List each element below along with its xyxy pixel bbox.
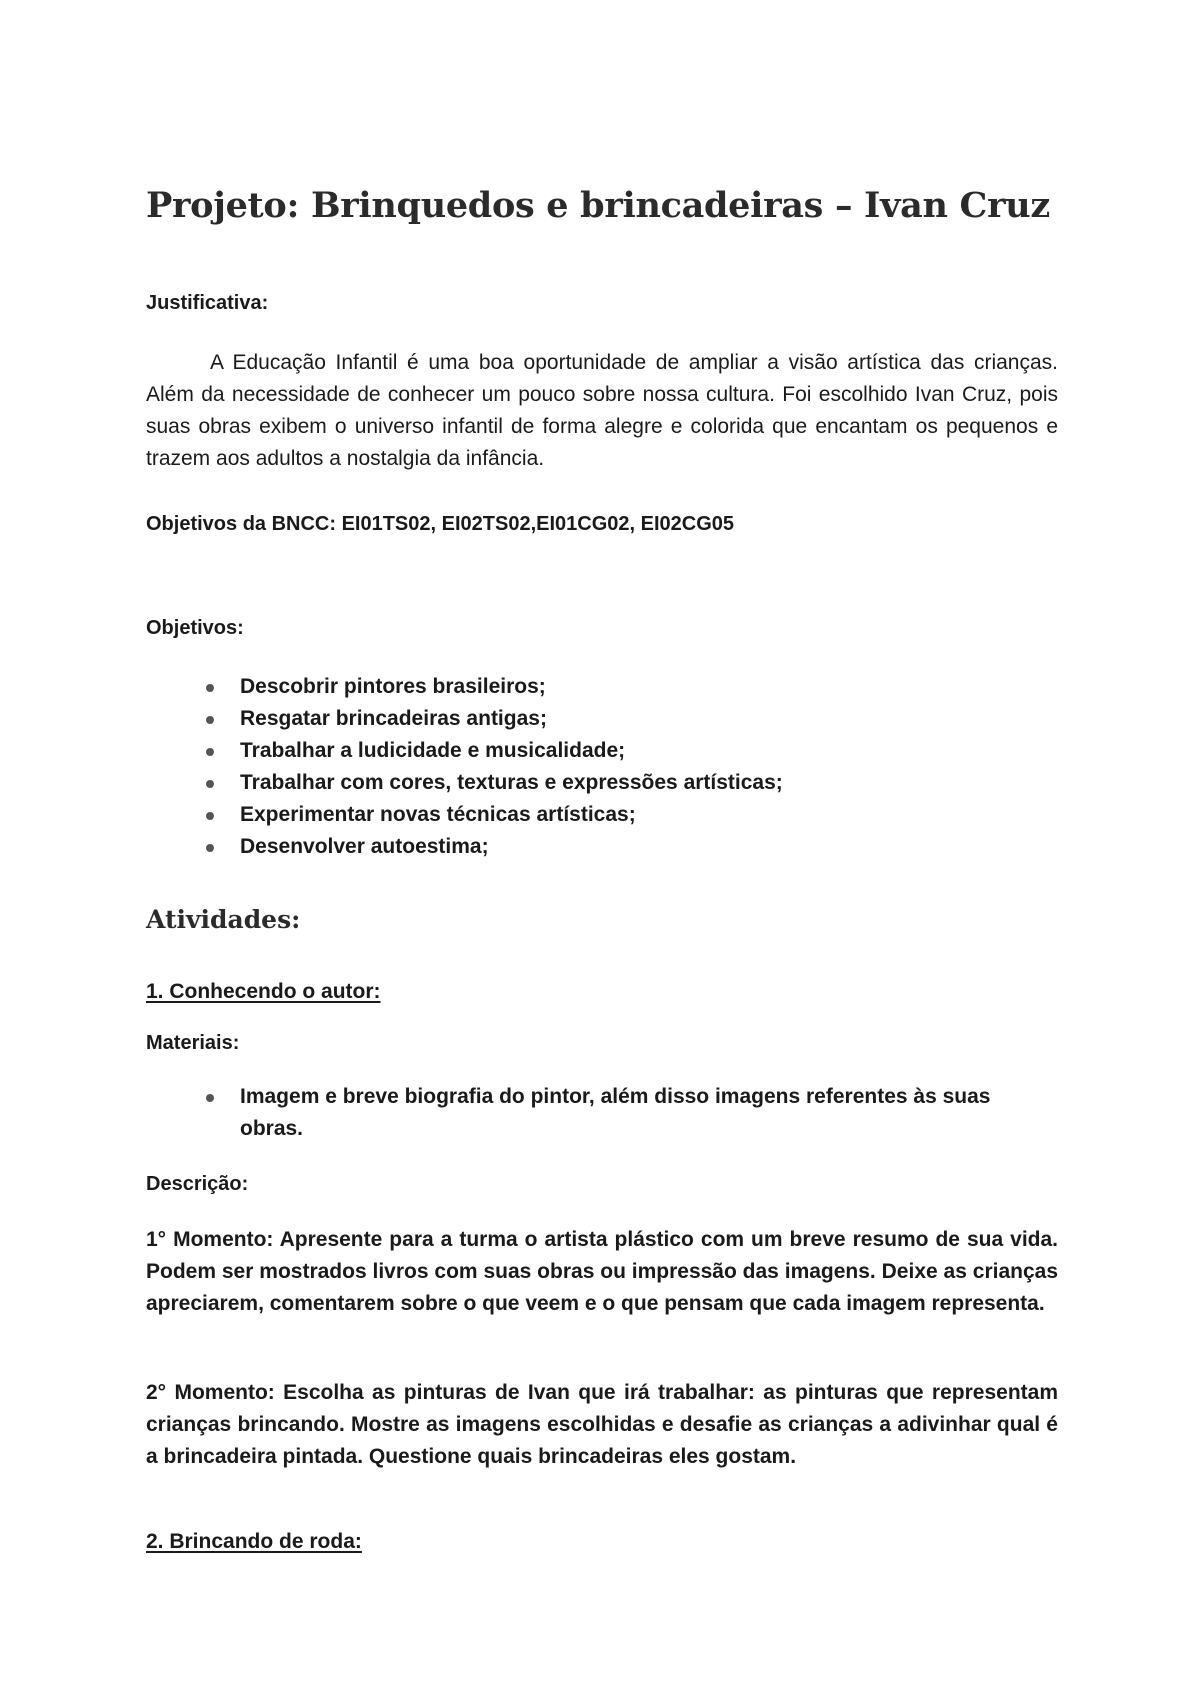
materiais-list xyxy=(146,1081,1058,1145)
atividades-heading: Atividades: xyxy=(146,905,301,934)
list-item: Resgatar brincadeiras antigas; xyxy=(146,703,1058,735)
justificativa-label: Justificativa: xyxy=(146,292,269,314)
list-item: Trabalhar a ludicidade e musicalidade; xyxy=(146,735,1058,767)
bullet-icon xyxy=(206,812,214,820)
bullet-icon xyxy=(206,748,214,756)
bullet-icon xyxy=(206,1094,214,1102)
momento-1-text: 1° Momento: Apresente para a turma o artista plástico com um breve resumo de sua vida. Podem ser mostrados livros com suas obras ou impressão das imagens. Deixe as crianças apreciarem, comentarem sobre o que veem e o que pensam que cada imagem representa. xyxy=(146,1228,1058,1315)
bullet-icon xyxy=(206,780,214,788)
descricao-label: Descrição: xyxy=(146,1173,249,1195)
momento-2-text: 2° Momento: Escolha as pinturas de Ivan que irá trabalhar: as pinturas que representam crianças brincando. Mostre as imagens escolhidas e desafie as crianças a adivinhar qual é a brincadeira pintada. Questione quais brincadeiras eles gostam. xyxy=(146,1381,1058,1468)
bncc-objectives: Objetivos da BNCC: EI01TS02, EI02TS02,EI01CG02, EI02CG05 xyxy=(146,513,735,535)
page-title: Projeto: Brinquedos e brincadeiras – Ivan Cruz xyxy=(146,185,1050,226)
bullet-icon xyxy=(206,716,214,724)
objetivos-label: Objetivos: xyxy=(146,617,244,639)
list-item: Imagem e breve biografia do pintor, além disso imagens referentes às suas obras. xyxy=(146,1081,1058,1145)
bullet-icon xyxy=(206,844,214,852)
list-item: Trabalhar com cores, texturas e expressões artísticas; xyxy=(146,767,1058,799)
list-item: Desenvolver autoestima; xyxy=(146,831,1058,863)
list-item: Descobrir pintores brasileiros; xyxy=(146,671,1058,703)
justificativa-text: A Educação Infantil é uma boa oportunidade de ampliar a visão artística das crianças. Além da necessidade de conhecer um pouco sobre nossa cultura. Foi escolhido Ivan Cruz, pois suas obras exibem o universo infantil de forma alegre e colorida que encantam os pequenos e trazem aos adultos a nostalgia da infância. xyxy=(146,351,1058,470)
activity-2-title: 2. Brincando de roda: xyxy=(146,1530,362,1553)
list-item: Experimentar novas técnicas artísticas; xyxy=(146,799,1058,831)
materiais-label: Materiais: xyxy=(146,1032,240,1054)
bullet-icon xyxy=(206,684,214,692)
activity-1-title: 1. Conhecendo o autor: xyxy=(146,980,381,1003)
objetivos-list xyxy=(146,671,1058,863)
